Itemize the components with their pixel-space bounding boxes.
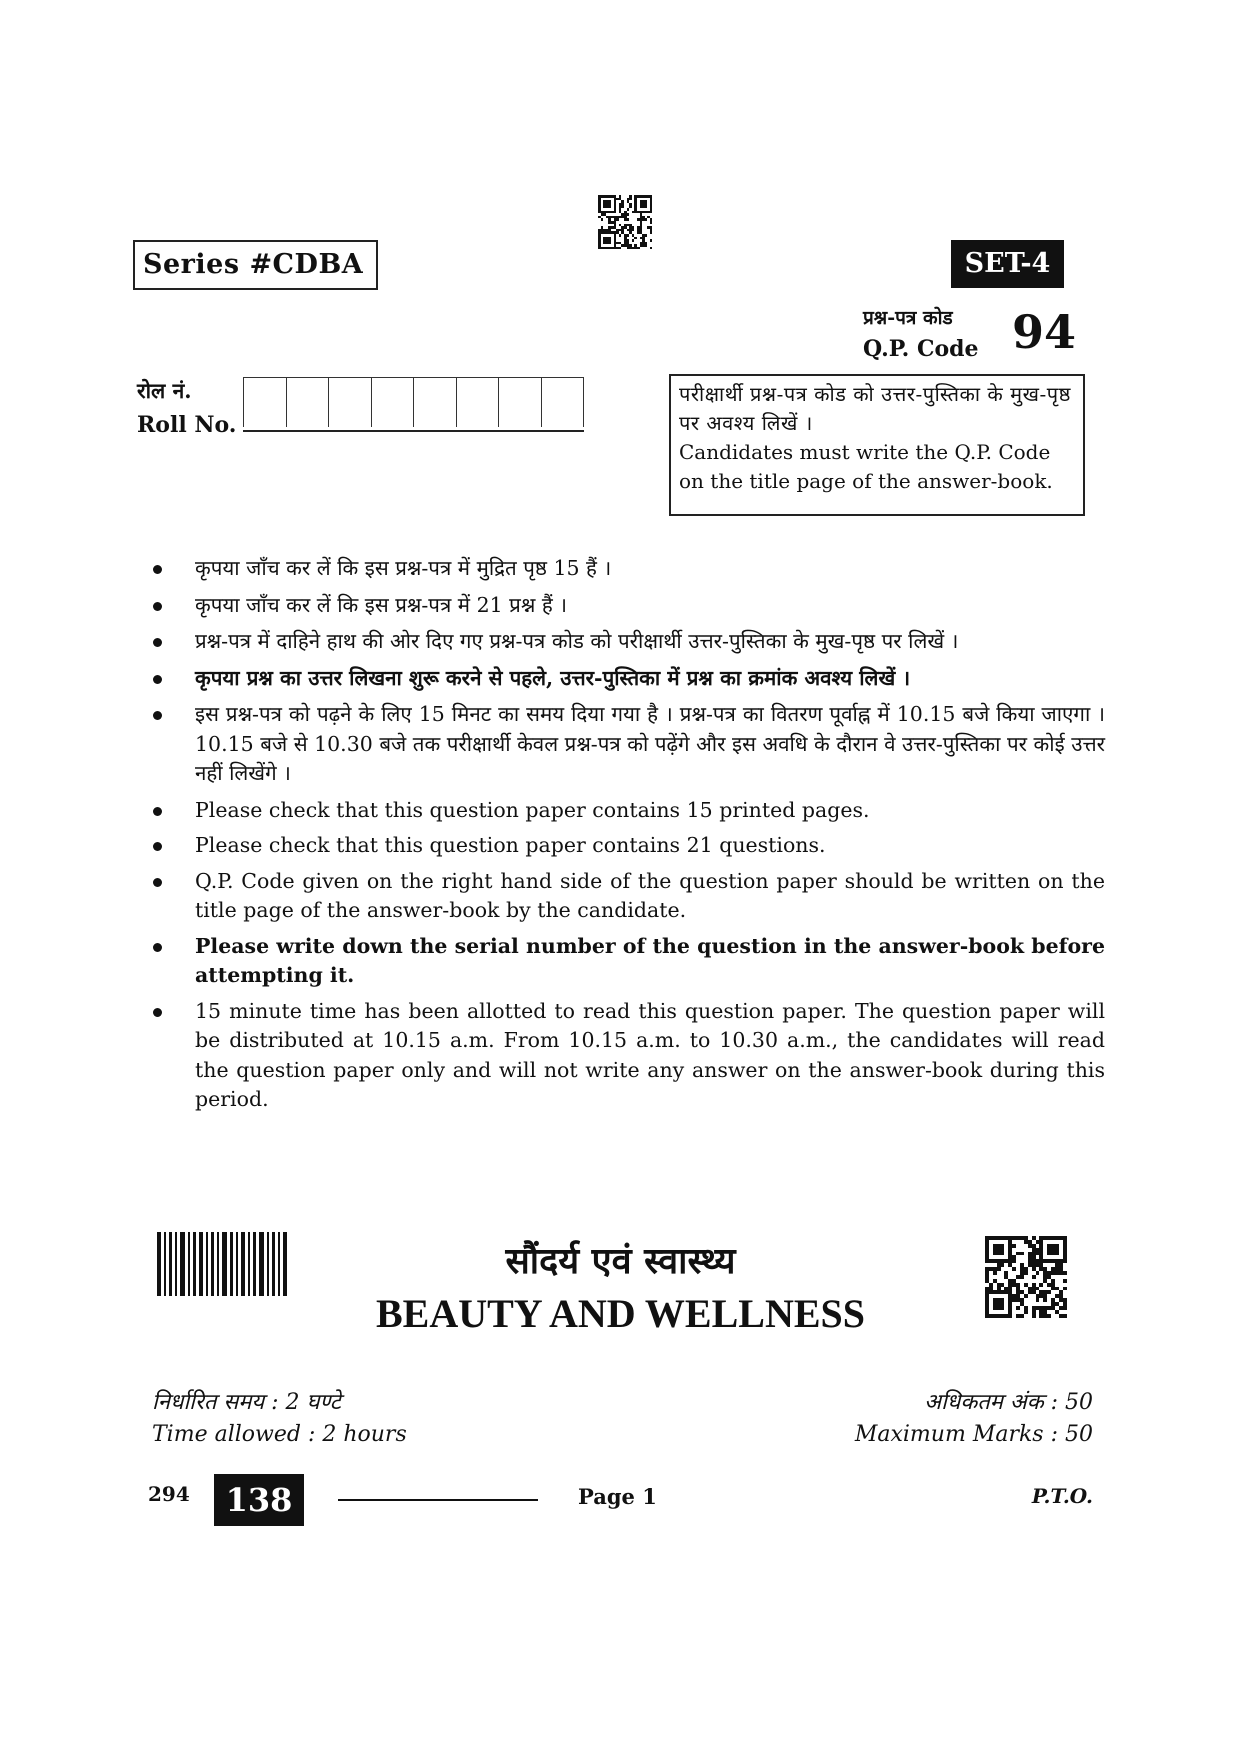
instruction-text: 15 minute time has been allotted to read this question paper. The question paper will be distributed at 10.15 a.m. From 10.15 a.m. to 10.30 a.m., the candidates will read the question paper only and will not write any answer on the answer-book during this period. (195, 998, 1105, 1111)
qp-code-notice (669, 374, 1085, 516)
time-allowed: Time allowed : 2 hours (152, 1422, 407, 1447)
instruction-item (145, 554, 1105, 584)
instruction-text: Please write down the serial number of the question in the answer-book before attempting it. (195, 933, 1105, 987)
instruction-text: Please check that this question paper contains 21 questions. (195, 833, 826, 857)
instructions-english (145, 796, 1105, 1115)
notice-hindi: परीक्षार्थी प्रश्न-पत्र कोड को उत्तर-पुस्तिका के मुख-पृष्ठ पर अवश्य लिखें । (679, 382, 1071, 435)
qr-code-top (598, 195, 652, 249)
instruction-item (145, 867, 1105, 926)
instruction-item (145, 796, 1105, 826)
instruction-item (145, 700, 1105, 789)
bullet-icon (153, 878, 162, 887)
roll-digit-box[interactable] (286, 377, 329, 427)
bullet-icon (153, 807, 162, 816)
bullet-icon (153, 1008, 162, 1017)
instruction-item (145, 831, 1105, 861)
roll-number-boxes[interactable] (243, 377, 584, 432)
instruction-text: कृपया प्रश्न का उत्तर लिखना शुरू करने से पहले, उत्तर-पुस्तिका में प्रश्न का क्रमांक अवश्य लिखें । (195, 665, 911, 690)
roll-label: Roll No. (137, 412, 237, 438)
roll-label-hindi: रोल नं. (137, 378, 192, 403)
instruction-item (145, 664, 1105, 694)
subject-title-hindi: सौंदर्य एवं स्वास्थ्य (505, 1240, 736, 1282)
bullet-icon (153, 565, 162, 574)
page-number: Page 1 (578, 1484, 657, 1509)
instruction-text: Q.P. Code given on the right hand side of the question paper should be written on the title page of the answer-book by the candidate. (195, 868, 1105, 922)
bullet-icon (153, 842, 162, 851)
paper-code: 294 (148, 1482, 190, 1506)
instruction-text: प्रश्न-पत्र में दाहिने हाथ की ओर दिए गए प्रश्न-पत्र कोड को परीक्षार्थी उत्तर-पुस्तिका के मुख-पृष्ठ पर लिखें । (195, 629, 959, 653)
subject-title: BEAUTY AND WELLNESS (375, 1291, 866, 1336)
qp-code-label-hindi: प्रश्न-पत्र कोड (863, 307, 953, 329)
instructions (145, 554, 1105, 1121)
notice-english: Candidates must write the Q.P. Code on the title page of the answer-book. (679, 440, 1053, 493)
instruction-item (145, 627, 1105, 657)
bullet-icon (153, 943, 162, 952)
roll-digit-box[interactable] (541, 377, 585, 427)
instruction-text: कृपया जाँच कर लें कि इस प्रश्न-पत्र में 21 प्रश्न हैं । (195, 592, 568, 617)
series-label: Series #CDBA (133, 240, 378, 290)
time-allowed-hindi: निर्धारित समय : 2 घण्टे (152, 1390, 341, 1415)
bullet-icon (153, 675, 162, 684)
paper-number-badge: 138 (214, 1474, 304, 1526)
max-marks: Maximum Marks : 50 (854, 1422, 1093, 1447)
roll-digit-box[interactable] (328, 377, 371, 427)
roll-digit-box[interactable] (243, 377, 286, 427)
pto-label: P.T.O. (1031, 1484, 1093, 1508)
instructions-hindi (145, 554, 1105, 789)
bullet-icon (153, 638, 162, 647)
set-badge: SET-4 (951, 240, 1064, 288)
instruction-text: इस प्रश्न-पत्र को पढ़ने के लिए 15 मिनट का समय दिया गया है । प्रश्न-पत्र का वितरण पूर्वाह्न में 10.15 बजे किया जाएगा । 10.15 बजे से 10.30 बजे तक परीक्षार्थी केवल प्रश्न-पत्र को पढ़ेंगे और इस अवधि के दौरान वे उत्तर-पुस्तिका पर कोई उत्तर नहीं लिखेंगे । (195, 702, 1105, 785)
qp-code-number: 94 (1012, 305, 1077, 359)
bullet-icon (153, 711, 162, 720)
roll-digit-box[interactable] (498, 377, 541, 427)
instruction-text: कृपया जाँच कर लें कि इस प्रश्न-पत्र में मुद्रित पृष्ठ 15 हैं । (195, 556, 612, 580)
qp-code-label: Q.P. Code (863, 336, 979, 362)
divider (338, 1499, 538, 1501)
qr-code-main (985, 1236, 1067, 1318)
instruction-text: Please check that this question paper contains 15 printed pages. (195, 797, 870, 822)
bullet-icon (153, 602, 162, 611)
roll-digit-box[interactable] (456, 377, 499, 427)
max-marks-hindi: अधिकतम अंक : 50 (924, 1390, 1093, 1415)
roll-digit-box[interactable] (371, 377, 414, 427)
instruction-item (145, 997, 1105, 1115)
roll-digit-box[interactable] (413, 377, 456, 427)
instruction-item (145, 932, 1105, 991)
instruction-item (145, 591, 1105, 621)
